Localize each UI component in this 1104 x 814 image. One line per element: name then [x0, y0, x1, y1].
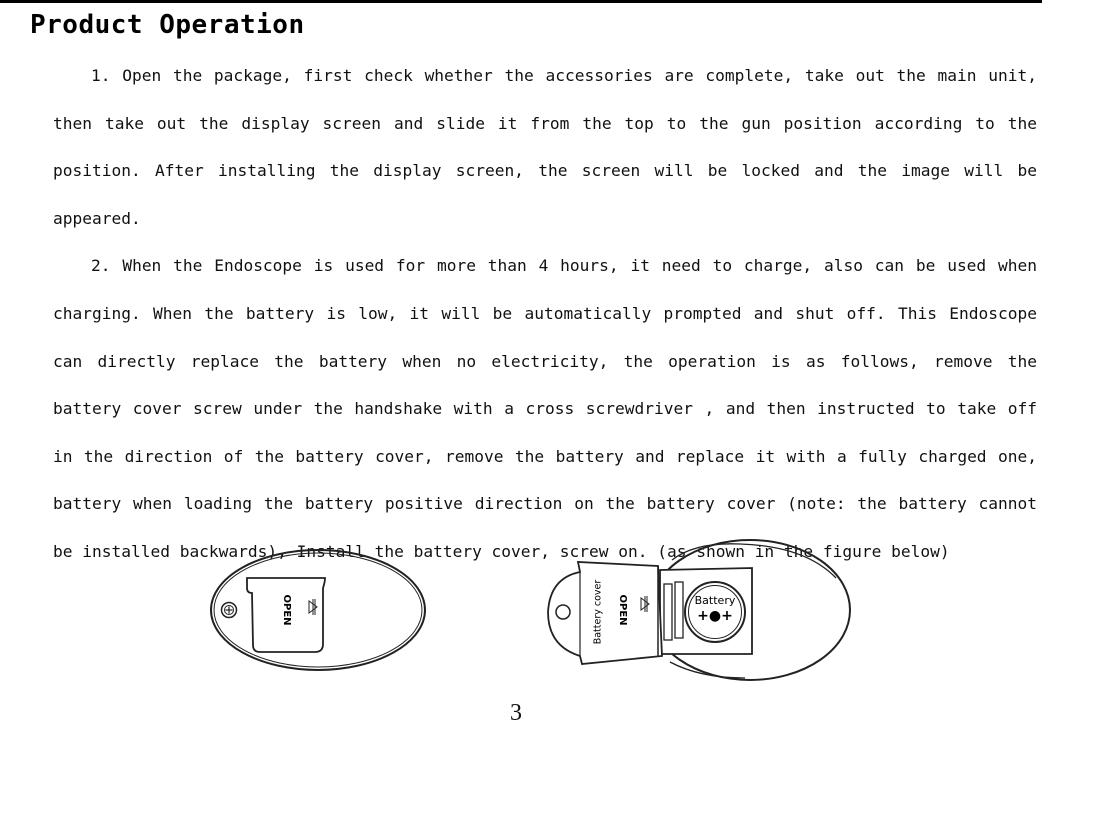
- open-label-inner: OPEN: [617, 594, 628, 626]
- battery-compartment: [660, 568, 752, 654]
- paragraph-step-1: 1. Open the package, first check whether the accessories are complete, take out the main unit, then take out the display screen and slide it from the top to the gun position according to the position. After installing the display screen, the screen will be locked and the image will be appeared.: [53, 66, 1037, 228]
- closed-cover-drawing: [205, 538, 431, 678]
- screw-icon: [222, 603, 237, 618]
- battery-polarity: +●+: [697, 608, 733, 624]
- page-title: Product Operation: [30, 10, 305, 40]
- figure-battery-cover-open: [540, 538, 860, 688]
- page-number: 3: [510, 700, 522, 726]
- screw-hole-icon: [556, 605, 570, 619]
- battery-label: Battery: [694, 594, 736, 607]
- open-label: OPEN: [281, 594, 292, 626]
- paragraph-step-2: 2. When the Endoscope is used for more than 4 hours, it need to charge, also can be used when charging. When the battery is low, it will be automatically prompted and shut off. This Endoscope can directly replace the battery when no electricity, the operation is as follows, remove the battery cover screw under the handshake with a cross screwdriver , and then instructed to take off in the direction of the battery cover, remove the battery and replace it with a fully charged one, battery when loading the battery positive direction on the battery cover (note: the battery cannot be installed backwards), Install the battery cover, screw on. (as shown in the figure below): [53, 256, 1037, 561]
- open-cover-drawing: [540, 538, 860, 688]
- figure-battery-cover-closed: [205, 538, 431, 678]
- opened-cover: [548, 562, 662, 664]
- top-rule: [0, 0, 1042, 3]
- body-text: [53, 52, 1037, 576]
- battery-cover-label: Battery cover: [592, 579, 604, 645]
